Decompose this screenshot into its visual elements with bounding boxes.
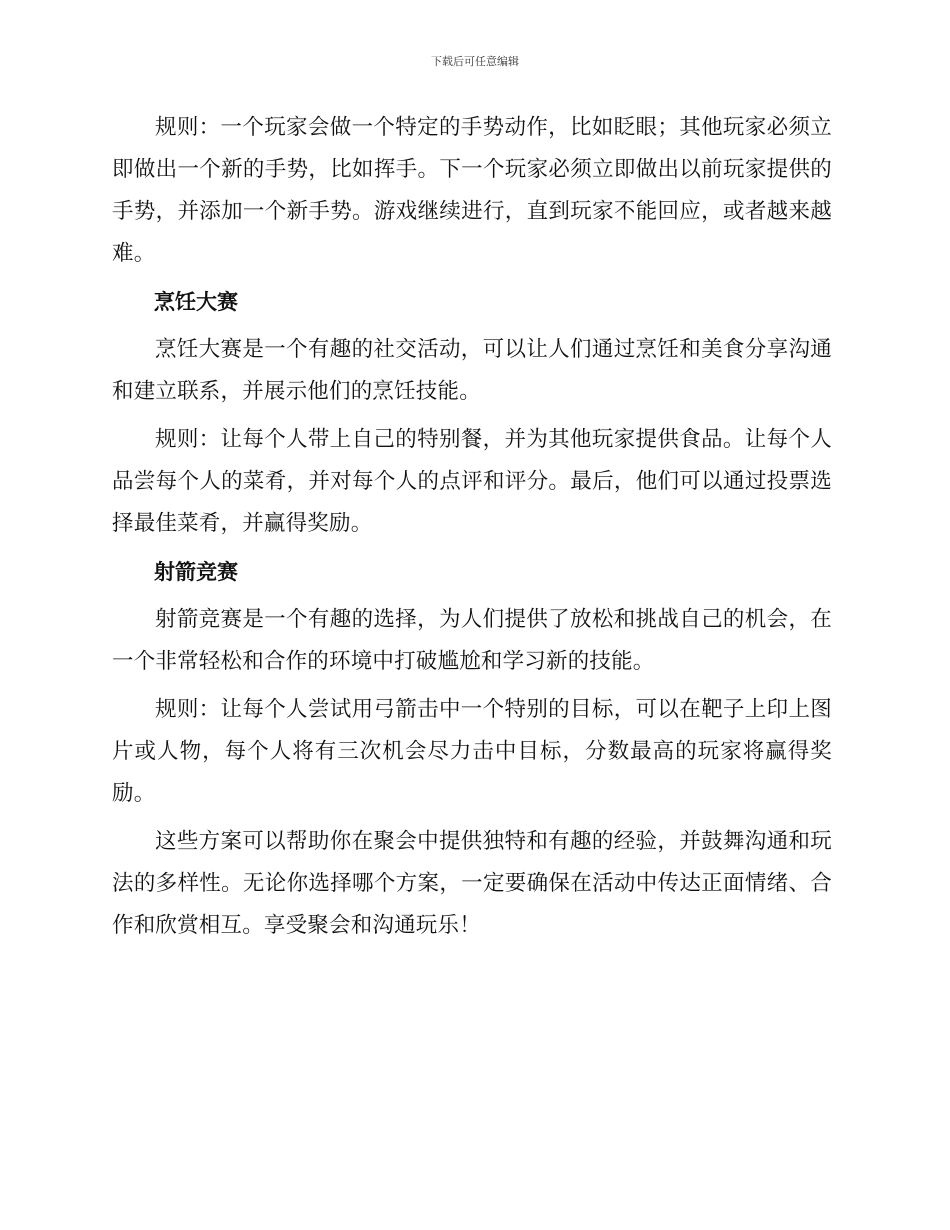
paragraph-gesture-rules: 规则：一个玩家会做一个特定的手势动作，比如眨眼；其他玩家必须立即做出一个新的手势，比如挥手。下一个玩家必须立即做出以前玩家提供的手势，并添加一个新手势。游戏继续进行，直到玩家不能回应，或者越来越难。 (112, 115, 832, 266)
heading-cooking-contest: 烹饪大赛 (154, 290, 238, 314)
heading-archery-contest: 射箭竞赛 (154, 560, 238, 584)
paragraph-cooking-rules: 规则：让每个人带上自己的特别餐，并为其他玩家提供食品。让每个人品尝每个人的菜肴，并对每个人的点评和评分。最后，他们可以通过投票选择最佳菜肴，并赢得奖励。 (112, 427, 832, 536)
paragraph-archery-rules: 规则：让每个人尝试用弓箭击中一个特别的目标，可以在靶子上印上图片或人物，每个人将有三次机会尽力击中目标，分数最高的玩家将赢得奖励。 (112, 697, 832, 806)
paragraph-archery-intro: 射箭竞赛是一个有趣的选择，为人们提供了放松和挑战自己的机会，在一个非常轻松和合作的环境中打破尴尬和学习新的技能。 (112, 607, 832, 674)
paragraph-conclusion: 这些方案可以帮助你在聚会中提供独特和有趣的经验，并鼓舞沟通和玩法的多样性。无论你选择哪个方案，一定要确保在活动中传达正面情绪、合作和欣赏相互。享受聚会和沟通玩乐！ (112, 829, 832, 938)
document-body (112, 107, 832, 953)
paragraph-cooking-intro: 烹饪大赛是一个有趣的社交活动，可以让人们通过烹饪和美食分享沟通和建立联系，并展示他们的烹饪技能。 (112, 337, 832, 404)
page-header: 下载后可任意编辑 (431, 55, 519, 68)
